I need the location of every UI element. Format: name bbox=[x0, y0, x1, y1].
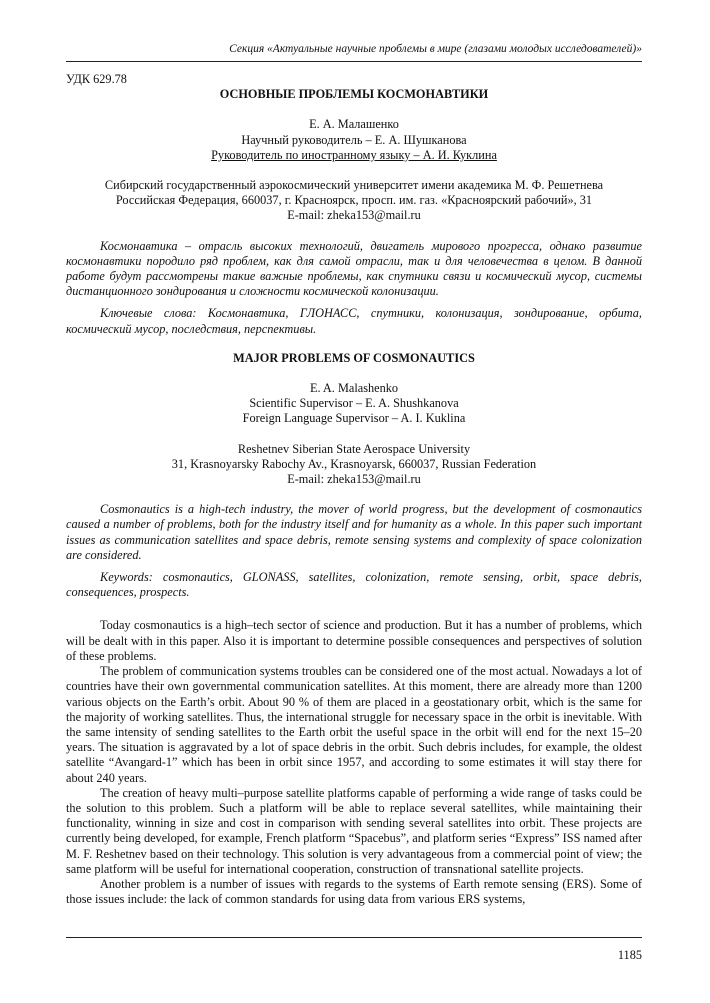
ru-lang-supervisor-text: Руководитель по иностранному языку – А. И. Куклина bbox=[211, 147, 497, 162]
ru-abstract: Космонавтика – отрасль высоких технологий, двигатель мирового прогресса, однако развитие космонавтики породило ряд проблем, как для самой отрасли, так и для человечества в целом. В данной работе будут рассмотрены такие важные проблемы, как спутники связи и космический мусор, системы дистанционного зондирования и сложности космической колонизации. bbox=[66, 238, 642, 299]
en-keywords: Keywords: cosmonautics, GLONASS, satellites, colonization, remote sensing, orbit, space debris, consequences, prospects. bbox=[66, 570, 642, 600]
ru-email: E-mail: zheka153@mail.ru bbox=[287, 208, 421, 223]
ru-keywords: Ключевые слова: Космонавтика, ГЛОНАСС, спутники, колонизация, зондирование, орбита, космический мусор, последствия, перспективы. bbox=[66, 306, 642, 336]
ru-affiliation-2: Российская Федерация, 660037, г. Красноярск, просп. им. газ. «Красноярский рабочий», 31 bbox=[115, 193, 593, 208]
running-head: Секция «Актуальные научные проблемы в мире (глазами молодых исследователей)» bbox=[229, 43, 642, 55]
article-content bbox=[66, 72, 642, 907]
body-paragraph: The problem of communication systems troubles can be considered one of the most actual. Nowadays a lot of countries have their own governmental communication satellites. At this moment, there are already more than 1200 various objects on the Earth’s orbit. About 90 % of them are placed in a geostationary orbit, which is the same for the majority of working satellites. Thus, the international struggle for necessary space in the orbit is inevitable. With the same intensity of sending satellites to the Earth orbit the useful space in the orbit will end for the next 15–20 years. The situation is aggravated by a lot of space debris in the orbit. Such debris includes, for example, the oldest satellite “Avangard-1” which has been in orbit since 1957, and according to some estimates it will stay there for about 240 years. bbox=[66, 664, 642, 785]
udk-code: УДК 629.78 bbox=[66, 72, 127, 86]
ru-lang-supervisor bbox=[66, 148, 642, 163]
page-number: 1185 bbox=[617, 948, 642, 962]
en-affiliation-2: 31, Krasnoyarsky Rabochy Av., Krasnoyarsk, 660037, Russian Federation bbox=[171, 456, 537, 471]
body-paragraph: Today cosmonautics is a high–tech sector of science and production. But it has a number of problems, which will be dealt with in this paper. Also it is important to determine possible consequences and perspectives of solution of these problems. bbox=[66, 618, 642, 663]
en-author: E. A. Malashenko bbox=[309, 381, 399, 396]
en-email: E-mail: zheka153@mail.ru bbox=[287, 472, 421, 487]
ru-affiliation-1: Сибирский государственный аэрокосмический университет имени академика М. Ф. Решетнева bbox=[104, 178, 604, 193]
en-affiliation-1: Reshetnev Siberian State Aerospace University bbox=[237, 441, 471, 456]
en-title: MAJOR PROBLEMS OF COSMONAUTICS bbox=[233, 350, 475, 365]
header-rule bbox=[66, 61, 642, 62]
body-paragraph: The creation of heavy multi–purpose satellite platforms capable of performing a wide range of tasks could be the solution to this problem. Such a platform will be able to replace several satellites, while maintaining their functionality, winning in size and cost in comparison with sending several satellites into orbit. These projects are currently being developed, for example, French platform “Spacebus”, and platform series “Express” ISS named after M. F. Reshetnev based on their technology. This solution is very advantageous from a commercial point of view; the same platform will be useful for international cooperation, construction of transnational satellite projects. bbox=[66, 785, 642, 876]
en-supervisor: Scientific Supervisor – E. A. Shushkanova bbox=[249, 396, 459, 411]
footer-rule bbox=[66, 937, 642, 938]
en-lang-supervisor: Foreign Language Supervisor – A. I. Kuklina bbox=[242, 411, 466, 426]
en-abstract: Cosmonautics is a high-tech industry, the mover of world progress, but the development of cosmonautics caused a number of problems, both for the industry itself and for humanity as a whole. In this paper such important issues as communication satellites and space debris, remote sensing systems and complexity of space colonization are considered. bbox=[66, 502, 642, 562]
ru-supervisor: Научный руководитель – Е. А. Шушканова bbox=[241, 132, 467, 147]
body-paragraph: Another problem is a number of issues with regards to the systems of Earth remote sensing (ERS). Some of those issues include: the lack of common standards for using data from various ERS systems, bbox=[66, 876, 642, 907]
paper-page bbox=[66, 0, 642, 1003]
ru-author: Е. А. Малашенко bbox=[309, 117, 399, 132]
ru-title: ОСНОВНЫЕ ПРОБЛЕМЫ КОСМОНАВТИКИ bbox=[219, 87, 489, 102]
